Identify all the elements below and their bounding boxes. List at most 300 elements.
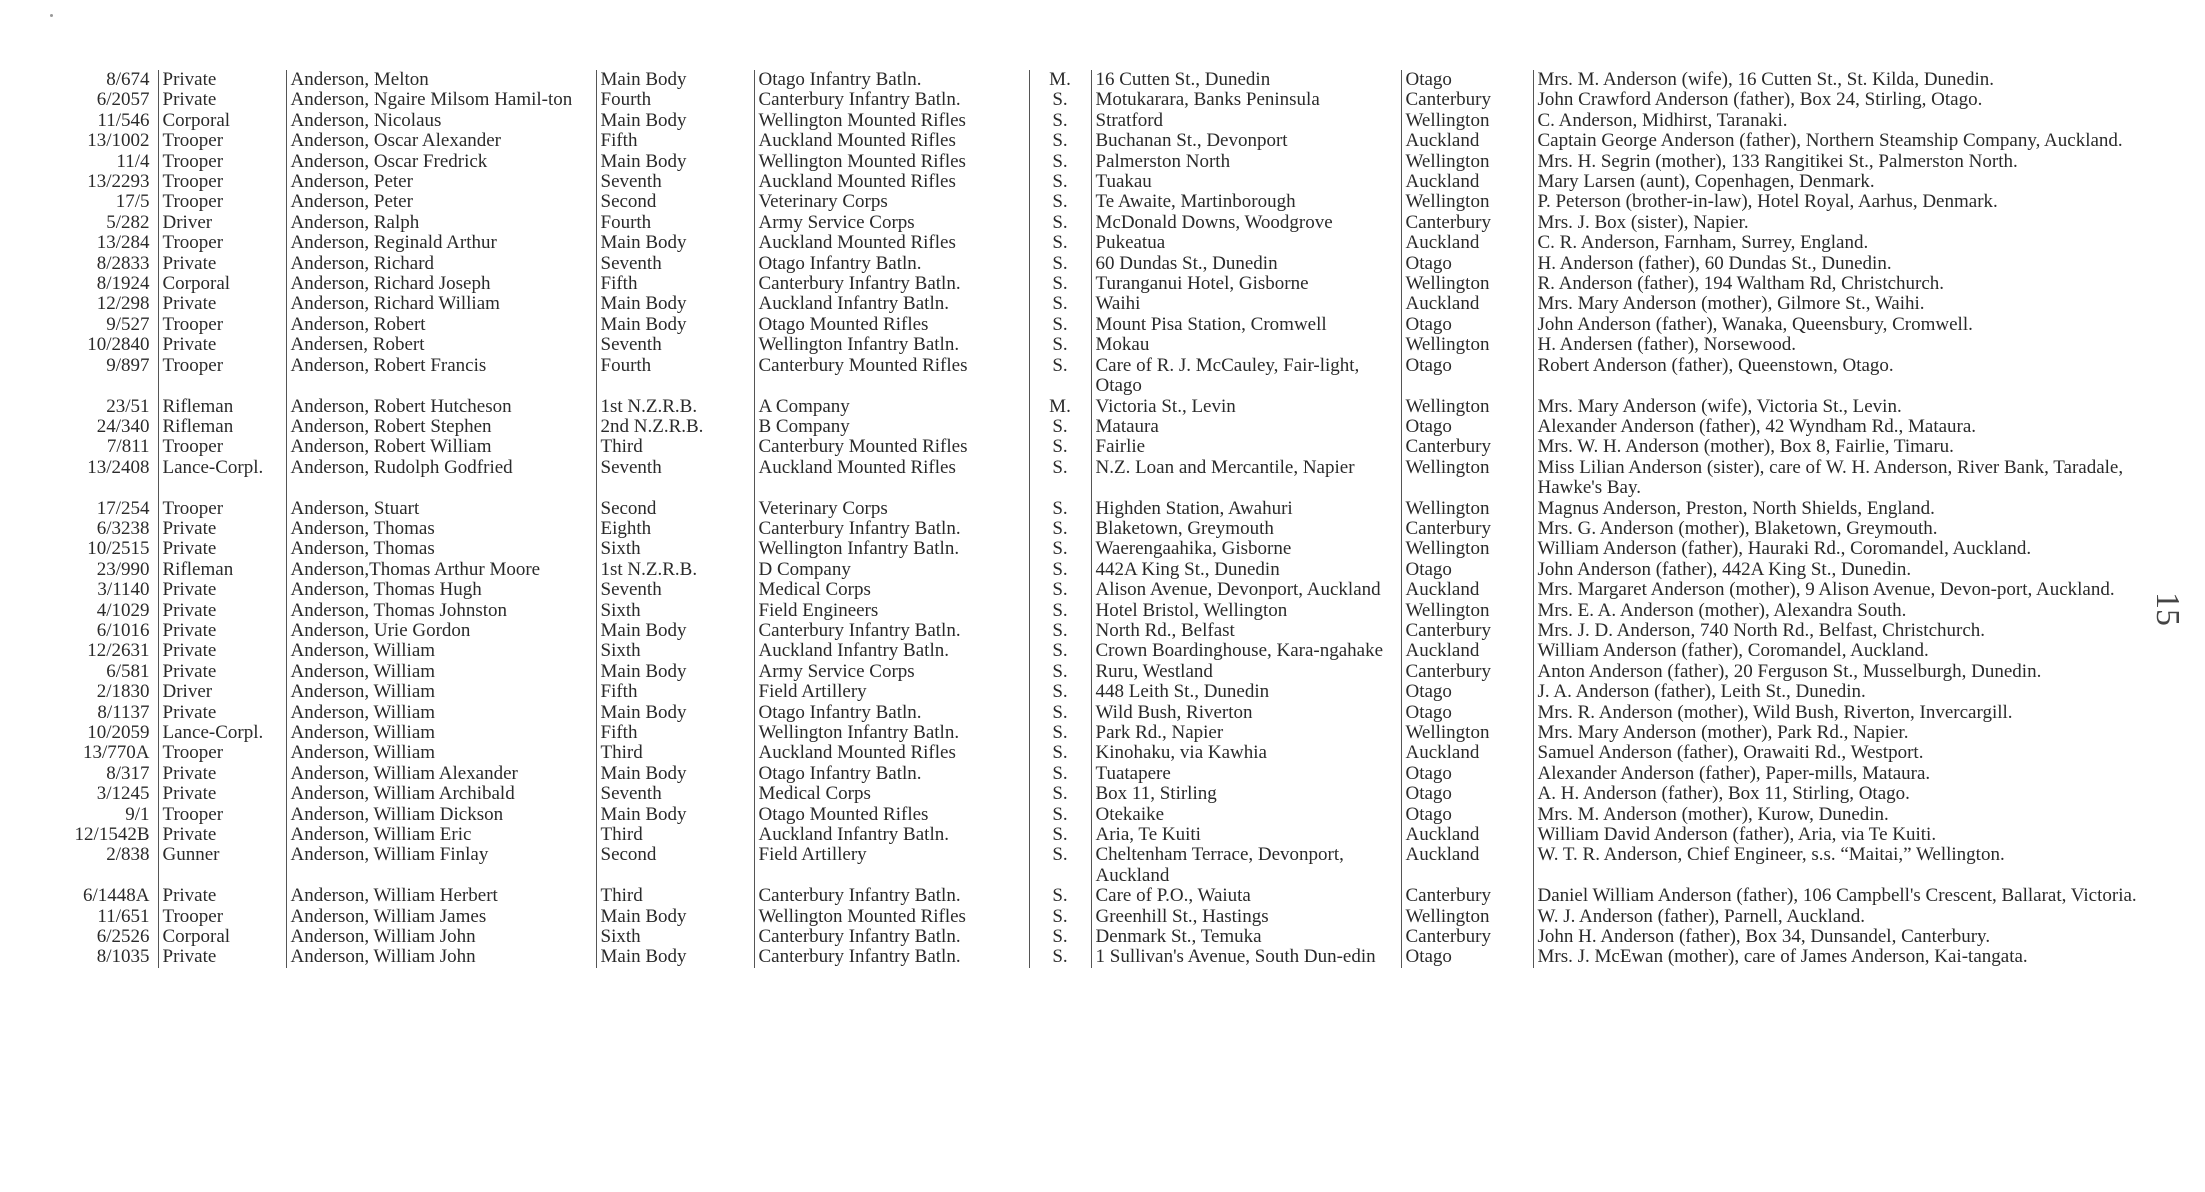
military-district: Wellington [1401, 723, 1533, 743]
draft-unit: 1st N.Z.R.B. [596, 397, 754, 417]
marital-status: S. [1029, 621, 1091, 641]
corps: Auckland Infantry Batln. [754, 825, 1029, 845]
draft-unit: Main Body [596, 152, 754, 172]
military-district: Auckland [1401, 845, 1533, 886]
marital-status: S. [1029, 947, 1091, 967]
next-of-kin: Mary Larsen (aunt), Copenhagen, Denmark. [1533, 172, 2150, 192]
marital-status: M. [1029, 70, 1091, 90]
last-address: Cheltenham Terrace, Devonport, Auckland [1091, 845, 1401, 886]
corps: Wellington Mounted Rifles [754, 152, 1029, 172]
corps: Field Artillery [754, 845, 1029, 886]
draft-unit: Second [596, 192, 754, 212]
marital-status: S. [1029, 417, 1091, 437]
marital-status: S. [1029, 437, 1091, 457]
draft-unit: Main Body [596, 947, 754, 967]
table-row [70, 947, 2150, 967]
corps: Otago Infantry Batln. [754, 703, 1029, 723]
military-district: Canterbury [1401, 621, 1533, 641]
military-district: Otago [1401, 417, 1533, 437]
marital-status: S. [1029, 192, 1091, 212]
soldier-name: Anderson, William Eric [286, 825, 596, 845]
rank: Lance-Corpl. [158, 723, 286, 743]
regimental-number: 10/2840 [87, 335, 150, 356]
marital-status: S. [1029, 601, 1091, 621]
regimental-number: 9/1 [125, 804, 150, 825]
rank: Private [158, 825, 286, 845]
regimental-number: 11/4 [116, 151, 150, 172]
last-address: Alison Avenue, Devonport, Auckland [1091, 580, 1401, 600]
last-address: Fairlie [1091, 437, 1401, 457]
next-of-kin: William Anderson (father), Coromandel, Auckland. [1533, 641, 2150, 661]
draft-unit: Main Body [596, 294, 754, 314]
last-address: North Rd., Belfast [1091, 621, 1401, 641]
table-row [70, 743, 2150, 763]
rank: Private [158, 580, 286, 600]
rank: Private [158, 254, 286, 274]
military-district: Canterbury [1401, 213, 1533, 233]
next-of-kin: W. T. R. Anderson, Chief Engineer, s.s. “Maitai,” Wellington. [1533, 845, 2150, 886]
corps: Wellington Mounted Rifles [754, 111, 1029, 131]
corps: Canterbury Infantry Batln. [754, 886, 1029, 906]
marital-status: S. [1029, 703, 1091, 723]
last-address: Buchanan St., Devonport [1091, 131, 1401, 151]
regimental-number: 6/1448A [83, 886, 150, 907]
table-row [70, 90, 2150, 110]
draft-unit: Third [596, 825, 754, 845]
rank: Private [158, 886, 286, 906]
rank: Trooper [158, 152, 286, 172]
military-district: Auckland [1401, 233, 1533, 253]
regimental-number: 11/546 [97, 110, 150, 131]
last-address: 1 Sullivan's Avenue, South Dun-edin [1091, 947, 1401, 967]
military-district: Wellington [1401, 192, 1533, 212]
rank: Private [158, 70, 286, 90]
rank: Private [158, 703, 286, 723]
next-of-kin: Mrs. J. McEwan (mother), care of James Anderson, Kai-tangata. [1533, 947, 2150, 967]
marital-status: S. [1029, 662, 1091, 682]
rank: Rifleman [158, 397, 286, 417]
soldier-name: Anderson, Thomas Hugh [286, 580, 596, 600]
regimental-number: 5/282 [106, 212, 150, 233]
military-district: Otago [1401, 315, 1533, 335]
regimental-number: 2/838 [106, 845, 150, 866]
rank: Private [158, 764, 286, 784]
corps: Veterinary Corps [754, 192, 1029, 212]
last-address: Tuakau [1091, 172, 1401, 192]
rank: Trooper [158, 131, 286, 151]
corps: Medical Corps [754, 784, 1029, 804]
corps: Otago Infantry Batln. [754, 764, 1029, 784]
military-district: Canterbury [1401, 437, 1533, 457]
last-address: 448 Leith St., Dunedin [1091, 682, 1401, 702]
marital-status: S. [1029, 886, 1091, 906]
corps: Auckland Mounted Rifles [754, 233, 1029, 253]
rank: Gunner [158, 845, 286, 886]
regimental-number: 10/2515 [87, 539, 150, 560]
draft-unit: Fourth [596, 90, 754, 110]
rank: Trooper [158, 437, 286, 457]
draft-unit: Main Body [596, 805, 754, 825]
rank: Private [158, 294, 286, 314]
next-of-kin: Alexander Anderson (father), Paper-mills, Mataura. [1533, 764, 2150, 784]
corps: Canterbury Mounted Rifles [754, 356, 1029, 397]
marital-status: S. [1029, 152, 1091, 172]
draft-unit: Sixth [596, 641, 754, 661]
last-address: Palmerston North [1091, 152, 1401, 172]
regimental-number: 6/2057 [96, 90, 150, 111]
military-district: Auckland [1401, 743, 1533, 763]
table-row [70, 805, 2150, 825]
military-district: Otago [1401, 70, 1533, 90]
last-address: Aria, Te Kuiti [1091, 825, 1401, 845]
soldier-name: Anderson, Stuart [286, 499, 596, 519]
last-address: Waihi [1091, 294, 1401, 314]
last-address: Mataura [1091, 417, 1401, 437]
page-number: 15 [2149, 592, 2186, 626]
soldier-name: Anderson, Reginald Arthur [286, 233, 596, 253]
next-of-kin: Daniel William Anderson (father), 106 Campbell's Crescent, Ballarat, Victoria. [1533, 886, 2150, 906]
last-address: 442A King St., Dunedin [1091, 560, 1401, 580]
soldier-name: Anderson, Robert Hutcheson [286, 397, 596, 417]
soldier-name: Anderson, Robert Stephen [286, 417, 596, 437]
next-of-kin: Mrs. Margaret Anderson (mother), 9 Alison Avenue, Devon-port, Auckland. [1533, 580, 2150, 600]
marital-status: S. [1029, 254, 1091, 274]
marital-status: S. [1029, 213, 1091, 233]
regimental-number: 6/3238 [96, 518, 150, 539]
military-district: Auckland [1401, 131, 1533, 151]
marital-status: S. [1029, 90, 1091, 110]
marital-status: S. [1029, 682, 1091, 702]
draft-unit: Seventh [596, 458, 754, 499]
military-district: Canterbury [1401, 886, 1533, 906]
last-address: Te Awaite, Martinborough [1091, 192, 1401, 212]
military-district: Wellington [1401, 335, 1533, 355]
regimental-number: 7/811 [106, 437, 150, 458]
rank: Lance-Corpl. [158, 458, 286, 499]
next-of-kin: Samuel Anderson (father), Orawaiti Rd., Westport. [1533, 743, 2150, 763]
military-district: Wellington [1401, 111, 1533, 131]
regimental-number: 2/1830 [96, 682, 150, 703]
marital-status: S. [1029, 172, 1091, 192]
table-row [70, 764, 2150, 784]
marital-status: S. [1029, 294, 1091, 314]
corps: Wellington Infantry Batln. [754, 335, 1029, 355]
rank: Rifleman [158, 560, 286, 580]
military-district: Otago [1401, 764, 1533, 784]
regimental-number: 13/2408 [87, 457, 150, 478]
military-district: Wellington [1401, 397, 1533, 417]
next-of-kin: P. Peterson (brother-in-law), Hotel Royal, Aarhus, Denmark. [1533, 192, 2150, 212]
draft-unit: Main Body [596, 703, 754, 723]
marital-status: S. [1029, 784, 1091, 804]
draft-unit: Fifth [596, 682, 754, 702]
corps: Canterbury Infantry Batln. [754, 519, 1029, 539]
soldier-name: Anderson, Ralph [286, 213, 596, 233]
last-address: Ruru, Westland [1091, 662, 1401, 682]
military-district: Auckland [1401, 172, 1533, 192]
table-row [70, 539, 2150, 559]
next-of-kin: Mrs. G. Anderson (mother), Blaketown, Greymouth. [1533, 519, 2150, 539]
table-row [70, 131, 2150, 151]
table-row [70, 519, 2150, 539]
rank: Private [158, 662, 286, 682]
military-district: Otago [1401, 356, 1533, 397]
next-of-kin: C. Anderson, Midhirst, Taranaki. [1533, 111, 2150, 131]
regimental-number: 9/897 [106, 355, 150, 376]
regimental-number: 9/527 [106, 314, 150, 335]
rank: Private [158, 519, 286, 539]
marital-status: S. [1029, 458, 1091, 499]
regimental-number: 6/1016 [96, 620, 150, 641]
next-of-kin: A. H. Anderson (father), Box 11, Stirling, Otago. [1533, 784, 2150, 804]
military-district: Auckland [1401, 825, 1533, 845]
soldier-name: Anderson, Robert Francis [286, 356, 596, 397]
rank: Private [158, 335, 286, 355]
last-address: Care of P.O., Waiuta [1091, 886, 1401, 906]
draft-unit: Main Body [596, 662, 754, 682]
corps: Canterbury Infantry Batln. [754, 621, 1029, 641]
corps: Otago Mounted Rifles [754, 805, 1029, 825]
table-row [70, 172, 2150, 192]
last-address: Mokau [1091, 335, 1401, 355]
rank: Driver [158, 682, 286, 702]
regimental-number: 8/674 [106, 70, 150, 90]
soldier-name: Anderson, William [286, 703, 596, 723]
soldier-name: Anderson, Thomas [286, 519, 596, 539]
last-address: Turanganui Hotel, Gisborne [1091, 274, 1401, 294]
corps: Auckland Mounted Rifles [754, 458, 1029, 499]
table-row [70, 825, 2150, 845]
rank: Trooper [158, 172, 286, 192]
next-of-kin: Miss Lilian Anderson (sister), care of W. H. Anderson, River Bank, Taradale, Hawke's Bay. [1533, 458, 2150, 499]
draft-unit: Seventh [596, 335, 754, 355]
table-row [70, 784, 2150, 804]
draft-unit: Second [596, 499, 754, 519]
draft-unit: Eighth [596, 519, 754, 539]
military-district: Wellington [1401, 539, 1533, 559]
regimental-number: 8/1137 [97, 702, 150, 723]
last-address: Park Rd., Napier [1091, 723, 1401, 743]
marital-status: S. [1029, 764, 1091, 784]
regimental-number: 17/5 [115, 192, 150, 213]
marital-status: S. [1029, 335, 1091, 355]
marital-status: S. [1029, 907, 1091, 927]
soldier-name: Anderson, Rudolph Godfried [286, 458, 596, 499]
next-of-kin: Mrs. E. A. Anderson (mother), Alexandra South. [1533, 601, 2150, 621]
marital-status: S. [1029, 560, 1091, 580]
corps: Canterbury Infantry Batln. [754, 927, 1029, 947]
next-of-kin: Mrs. M. Anderson (mother), Kurow, Dunedin. [1533, 805, 2150, 825]
rank: Trooper [158, 233, 286, 253]
regimental-number: 8/317 [106, 763, 150, 784]
marital-status: S. [1029, 519, 1091, 539]
military-district: Wellington [1401, 907, 1533, 927]
table-row [70, 499, 2150, 519]
last-address: 60 Dundas St., Dunedin [1091, 254, 1401, 274]
next-of-kin: Mrs. J. Box (sister), Napier. [1533, 213, 2150, 233]
draft-unit: Seventh [596, 784, 754, 804]
next-of-kin: Mrs. R. Anderson (mother), Wild Bush, Riverton, Invercargill. [1533, 703, 2150, 723]
regimental-number: 13/1002 [87, 131, 150, 152]
soldier-name: Anderson, William [286, 743, 596, 763]
regimental-number: 13/770A [83, 743, 150, 764]
draft-unit: Third [596, 886, 754, 906]
soldier-name: Anderson, Urie Gordon [286, 621, 596, 641]
marital-status: S. [1029, 131, 1091, 151]
regimental-number: 23/51 [106, 396, 150, 417]
regimental-number: 12/2631 [87, 641, 150, 662]
last-address: Wild Bush, Riverton [1091, 703, 1401, 723]
regimental-number: 4/1029 [96, 600, 150, 621]
last-address: Greenhill St., Hastings [1091, 907, 1401, 927]
military-district: Canterbury [1401, 927, 1533, 947]
rank: Private [158, 784, 286, 804]
table-row [70, 213, 2150, 233]
military-district: Wellington [1401, 499, 1533, 519]
soldier-name: Anderson, Thomas Johnston [286, 601, 596, 621]
draft-unit: Main Body [596, 233, 754, 253]
draft-unit: Fifth [596, 131, 754, 151]
draft-unit: Main Body [596, 764, 754, 784]
last-address: Crown Boardinghouse, Kara-ngahake [1091, 641, 1401, 661]
draft-unit: 2nd N.Z.R.B. [596, 417, 754, 437]
next-of-kin: Mrs. W. H. Anderson (mother), Box 8, Fairlie, Timaru. [1533, 437, 2150, 457]
rank: Trooper [158, 499, 286, 519]
table-row [70, 397, 2150, 417]
military-district: Auckland [1401, 641, 1533, 661]
table-row [70, 907, 2150, 927]
table-row [70, 335, 2150, 355]
military-district: Auckland [1401, 580, 1533, 600]
next-of-kin: Mrs. Mary Anderson (wife), Victoria St., Levin. [1533, 397, 2150, 417]
table-row [70, 254, 2150, 274]
soldier-name: Anderson, William [286, 641, 596, 661]
soldier-name: Anderson, William [286, 723, 596, 743]
soldier-name: Anderson, William James [286, 907, 596, 927]
next-of-kin: Robert Anderson (father), Queenstown, Otago. [1533, 356, 2150, 397]
regimental-number: 6/581 [106, 661, 150, 682]
last-address: 16 Cutten St., Dunedin [1091, 70, 1401, 90]
rank: Private [158, 947, 286, 967]
draft-unit: Sixth [596, 601, 754, 621]
draft-unit: Main Body [596, 111, 754, 131]
marital-status: S. [1029, 805, 1091, 825]
marital-status: S. [1029, 274, 1091, 294]
soldier-name: Anderson, William Alexander [286, 764, 596, 784]
corps: Field Engineers [754, 601, 1029, 621]
draft-unit: Sixth [596, 927, 754, 947]
draft-unit: Third [596, 743, 754, 763]
military-district: Wellington [1401, 274, 1533, 294]
draft-unit: Third [596, 437, 754, 457]
soldier-name: Anderson, Robert William [286, 437, 596, 457]
draft-unit: Main Body [596, 621, 754, 641]
soldier-name: Anderson,Thomas Arthur Moore [286, 560, 596, 580]
table-row [70, 580, 2150, 600]
soldier-name: Anderson, Peter [286, 172, 596, 192]
soldier-name: Anderson, William John [286, 947, 596, 967]
soldier-name: Anderson, Nicolaus [286, 111, 596, 131]
draft-unit: Fifth [596, 723, 754, 743]
table-row [70, 70, 2150, 90]
rank: Private [158, 641, 286, 661]
rank: Private [158, 90, 286, 110]
next-of-kin: John H. Anderson (father), Box 34, Dunsandel, Canterbury. [1533, 927, 2150, 947]
next-of-kin: Mrs. H. Segrin (mother), 133 Rangitikei St., Palmerston North. [1533, 152, 2150, 172]
rank: Corporal [158, 111, 286, 131]
military-district: Canterbury [1401, 90, 1533, 110]
soldier-name: Anderson, Ngaire Milsom Hamil-ton [286, 90, 596, 110]
next-of-kin: Alexander Anderson (father), 42 Wyndham Rd., Mataura. [1533, 417, 2150, 437]
rank: Trooper [158, 356, 286, 397]
regimental-number: 12/298 [96, 294, 150, 315]
table-row [70, 458, 2150, 499]
corps: Army Service Corps [754, 213, 1029, 233]
next-of-kin: Mrs. Mary Anderson (mother), Park Rd., Napier. [1533, 723, 2150, 743]
table-row [70, 662, 2150, 682]
next-of-kin: Mrs. J. D. Anderson, 740 North Rd., Belfast, Christchurch. [1533, 621, 2150, 641]
marital-status: S. [1029, 580, 1091, 600]
regimental-number: 24/340 [96, 416, 150, 437]
military-district: Otago [1401, 784, 1533, 804]
soldier-name: Anderson, Oscar Fredrick [286, 152, 596, 172]
regimental-number: 8/1924 [96, 274, 150, 295]
next-of-kin: Mrs. M. Anderson (wife), 16 Cutten St., St. Kilda, Dunedin. [1533, 70, 2150, 90]
soldier-name: Anderson, Melton [286, 70, 596, 90]
corps: Canterbury Infantry Batln. [754, 274, 1029, 294]
last-address: Waerengaahika, Gisborne [1091, 539, 1401, 559]
military-district: Otago [1401, 703, 1533, 723]
draft-unit: Fourth [596, 213, 754, 233]
soldier-name: Anderson, Richard William [286, 294, 596, 314]
soldier-name: Anderson, Richard Joseph [286, 274, 596, 294]
soldier-name: Anderson, Richard [286, 254, 596, 274]
table-row [70, 274, 2150, 294]
regimental-number: 11/651 [97, 906, 150, 927]
last-address: Victoria St., Levin [1091, 397, 1401, 417]
soldier-name: Anderson, William Herbert [286, 886, 596, 906]
table-row [70, 111, 2150, 131]
draft-unit: Seventh [596, 172, 754, 192]
military-district: Otago [1401, 560, 1533, 580]
draft-unit: Main Body [596, 907, 754, 927]
table-row [70, 294, 2150, 314]
military-district: Otago [1401, 682, 1533, 702]
corps: Canterbury Infantry Batln. [754, 90, 1029, 110]
draft-unit: Seventh [596, 580, 754, 600]
corps: Auckland Mounted Rifles [754, 172, 1029, 192]
table-row [70, 703, 2150, 723]
corps: Canterbury Infantry Batln. [754, 947, 1029, 967]
next-of-kin: John Crawford Anderson (father), Box 24, Stirling, Otago. [1533, 90, 2150, 110]
table-row [70, 437, 2150, 457]
table-row [70, 845, 2150, 886]
last-address: Pukeatua [1091, 233, 1401, 253]
regimental-number: 13/2293 [87, 172, 150, 193]
soldier-name: Anderson, William Finlay [286, 845, 596, 886]
rank: Rifleman [158, 417, 286, 437]
table-row [70, 682, 2150, 702]
marital-status: S. [1029, 641, 1091, 661]
corps: A Company [754, 397, 1029, 417]
rank: Private [158, 539, 286, 559]
last-address: Box 11, Stirling [1091, 784, 1401, 804]
rank: Trooper [158, 315, 286, 335]
table-row [70, 886, 2150, 906]
next-of-kin: William David Anderson (father), Aria, via Te Kuiti. [1533, 825, 2150, 845]
corps: Wellington Mounted Rifles [754, 907, 1029, 927]
table-row [70, 621, 2150, 641]
